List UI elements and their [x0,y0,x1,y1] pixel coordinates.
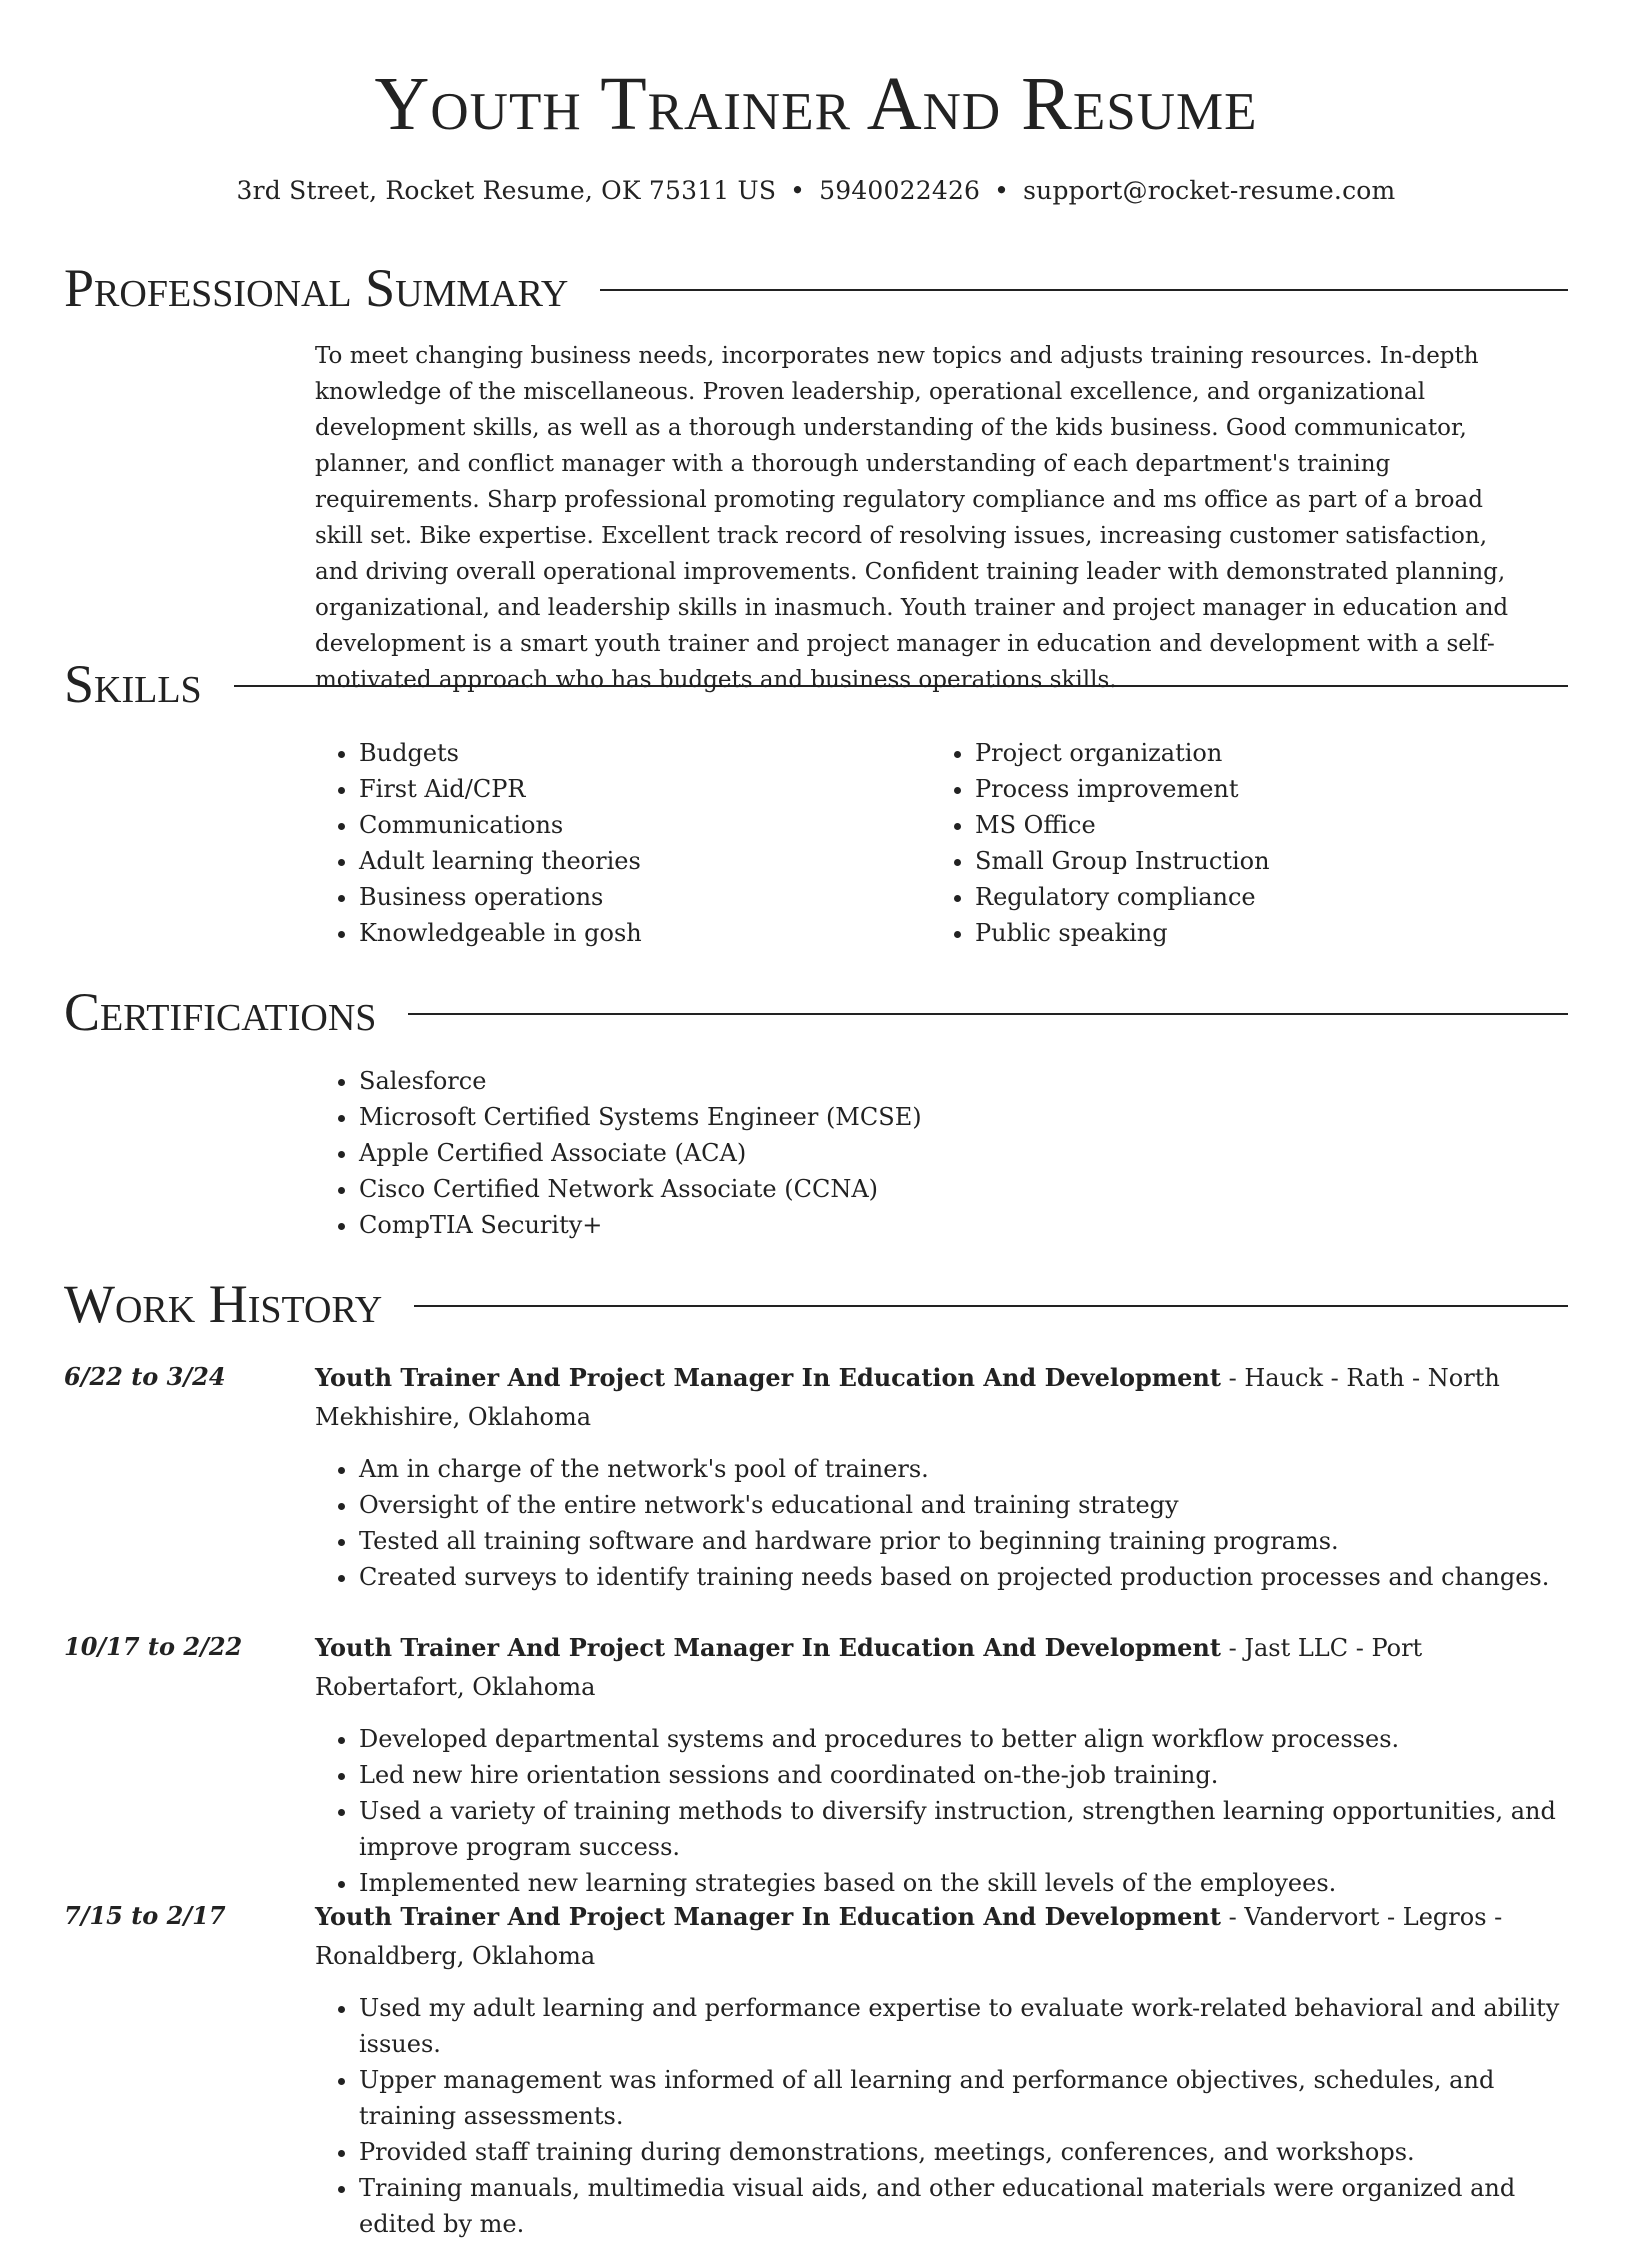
job-bullet: • Upper management was informed of all learning and performance objectives, schedules, and training assessments. [359,2062,1568,2134]
work-section-header [64,1274,1568,1334]
job-bullets [315,1990,1568,2242]
skill-item: • Knowledgeable in gosh [359,915,895,951]
contact-separator: • [790,176,806,205]
certification-item: • Cisco Certified Network Associate (CCNA) [359,1171,1215,1207]
job-bullet: • Am in charge of the network's pool of trainers. [359,1451,1568,1487]
skills-section-title: Skills [64,654,202,714]
job-bullet: • Used a variety of training methods to diversify instruction, strengthen learning opportunities, and improve program success. [359,1793,1568,1865]
job-heading [315,1897,1568,1976]
certifications-list [315,1063,1215,1243]
section-divider [234,685,1568,687]
job-body [315,1897,1568,2242]
job-body [315,1358,1568,1595]
job-dates: 7/15 to 2/17 [64,1901,226,1930]
job-bullet: • Provided staff training during demonstrations, meetings, conferences, and workshops. [359,2134,1568,2170]
job-bullets [315,1721,1568,1901]
skills-list-left [315,735,895,951]
summary-text: To meet changing business needs, incorporates new topics and adjusts training resources. In-depth knowledge of the miscellaneous. Proven leadership, operational excellence, and organizational development skills, as well as a thorough understanding of the kids business. Good communicator, planner, and conflict manager with a thorough understanding of each department's training requirements. Sharp professional promoting regulatory compliance and ms office as part of a broad skill set. Bike expertise. Excellent track record of resolving issues, increasing customer satisfaction, and driving overall operational improvements. Confident training leader with demonstrated planning, organizational, and leadership skills in inasmuch. Youth trainer and project manager in education and development is a smart youth trainer and project manager in education and development with a self-motivated approach who has budgets and business operations skills. [315,343,1509,693]
certifications-section-title: Certifications [64,982,377,1042]
job-bullet: • Tested all training software and hardware prior to beginning training programs. [359,1523,1568,1559]
job-bullet: • Led new hire orientation sessions and coordinated on-the-job training. [359,1757,1568,1793]
certification-item: • Apple Certified Associate (ACA) [359,1135,1215,1171]
job-employer: - Jast LLC - Port Robertafort, Oklahoma [315,1634,1423,1701]
certification-item: • CompTIA Security+ [359,1207,1215,1243]
skill-item: • Adult learning theories [359,843,895,879]
job-title: Youth Trainer And Project Manager In Education And Development [315,1902,1221,1931]
job-bullet: • Training manuals, multimedia visual aids, and other educational materials were organized and edited by me. [359,2170,1568,2242]
contact-phone: 5940022426 [819,176,981,205]
job-bullet: • Used my adult learning and performance expertise to evaluate work-related behavioral and ability issues. [359,1990,1568,2062]
summary-section-title: Professional Summary [64,258,569,318]
job-heading [315,1358,1568,1437]
summary-section-header [64,258,1568,318]
section-divider [414,1305,1568,1307]
work-section-title: Work History [64,1274,383,1334]
job-employer: - Hauck - Rath - North Mekhishire, Oklahoma [315,1364,1500,1431]
job-bullet: • Developed departmental systems and procedures to better align workflow processes. [359,1721,1568,1757]
job-title: Youth Trainer And Project Manager In Education And Development [315,1363,1221,1392]
skills-section-header [64,654,1568,714]
skill-item: • Process improvement [975,771,1511,807]
resume-name: Youth Trainer And Resume [374,62,1258,146]
skill-item: • Public speaking [975,915,1511,951]
contact-line [0,174,1632,208]
skills-list-right [931,735,1511,951]
job-bullet: • Created surveys to identify training needs based on projected production processes and changes. [359,1559,1568,1595]
job-heading [315,1628,1568,1707]
job-body [315,1628,1568,1901]
skill-item: • Communications [359,807,895,843]
certification-item: • Microsoft Certified Systems Engineer (MCSE) [359,1099,1215,1135]
job-title: Youth Trainer And Project Manager In Education And Development [315,1633,1221,1662]
skill-item: • MS Office [975,807,1511,843]
skill-item: • Regulatory compliance [975,879,1511,915]
skills-column-right [931,735,1511,951]
job-dates: 6/22 to 3/24 [64,1362,226,1391]
skill-item: • Project organization [975,735,1511,771]
skill-item: • Small Group Instruction [975,843,1511,879]
skill-item: • First Aid/CPR [359,771,895,807]
section-divider [600,289,1568,291]
job-dates: 10/17 to 2/22 [64,1632,243,1661]
section-divider [408,1013,1568,1015]
job-bullets [315,1451,1568,1595]
skill-item: • Business operations [359,879,895,915]
job-bullet: • Implemented new learning strategies based on the skill levels of the employees. [359,1865,1568,1901]
certifications-section-header [64,982,1568,1042]
contact-address: 3rd Street, Rocket Resume, OK 75311 US [236,176,777,205]
certifications-block [315,1063,1215,1243]
contact-separator: • [994,176,1010,205]
certification-item: • Salesforce [359,1063,1215,1099]
job-employer: - Vandervort - Legros - Ronaldberg, Oklahoma [315,1903,1503,1970]
skills-column-left [315,735,895,951]
contact-email[interactable]: support@rocket-resume.com [1023,176,1396,205]
skill-item: • Budgets [359,735,895,771]
job-bullet: • Oversight of the entire network's educational and training strategy [359,1487,1568,1523]
